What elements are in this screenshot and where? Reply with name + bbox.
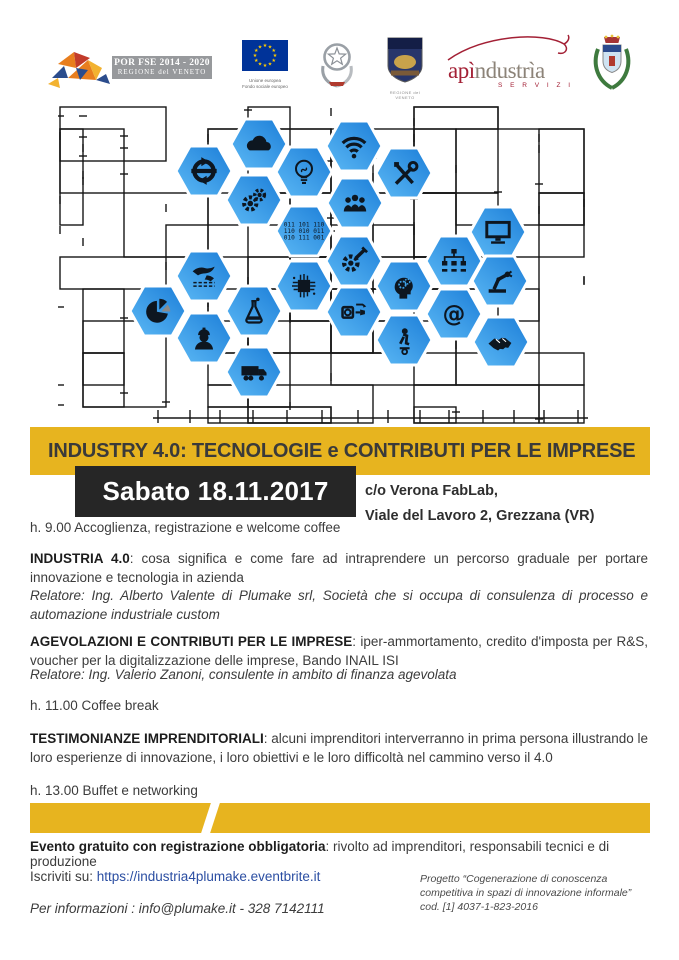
apindustria-logo (446, 46, 574, 92)
hex-lightbulb-icon (276, 147, 332, 197)
program-block-agevolazioni: AGEVOLAZIONI E CONTRIBUTI PER LE IMPRESE: iper-ammortamento, credito d'imposta per R&S, voucher per la digitalizzazione delle imprese, Bando INAIL ISI (30, 634, 648, 668)
svg-text:★: ★ (254, 48, 259, 54)
program-block-industria: INDUSTRIA 4.0: cosa significa e come fare ad intraprendere un percorso graduale per portare innovazione e tecnologia in azienda (30, 551, 648, 585)
event-title: INDUSTRY 4.0: TECNOLOGIE e CONTRIBUTI PER LE IMPRESE (48, 440, 636, 462)
eu-flag-logo (234, 40, 296, 90)
venue-line2: Viale del Lavoro 2, Grezzana (VR) (365, 508, 595, 524)
veneto-crest-icon (385, 36, 425, 84)
bottom-accent-bar (30, 803, 650, 833)
hex-gears-icon (226, 175, 282, 225)
svg-text:★: ★ (257, 61, 263, 68)
hex-binary-icon (276, 206, 332, 256)
eu-flag-icon (242, 40, 288, 71)
hex-chip-icon (276, 261, 332, 311)
hex-sync-icon (176, 146, 232, 196)
hex-truck-icon (226, 347, 282, 397)
industry40-hex-graphic (58, 105, 588, 425)
program-block-agevolazioni-relatore: Relatore: Ing. Valerio Zanoni, consulente in ambito di finanza agevolata (30, 667, 457, 682)
program-block-agevolazioni-lead: AGEVOLAZIONI E CONTRIBUTI PER LE IMPRESE (30, 634, 353, 649)
svg-text:@: @ (442, 301, 466, 328)
date-box (75, 466, 356, 517)
por-fse-line2: REGIONE del VENETO (117, 68, 207, 76)
eventbrite-link[interactable]: https://industria4plumake.eventbrite.it (96, 869, 321, 884)
schedule-item-9: h. 9.00 Accoglienza, registrazione e welcome coffee (30, 520, 341, 535)
project-note-line3: cod. [1] 4037-1-823-2016 (420, 901, 538, 913)
hex-at-sign-icon (426, 289, 482, 339)
hex-mind-gears-icon (376, 261, 432, 311)
svg-text:★: ★ (262, 63, 268, 69)
svg-text:★: ★ (271, 48, 276, 54)
svg-text:110 010 011: 110 010 011 (283, 227, 325, 235)
por-fse-label (112, 56, 212, 79)
logo-strip (0, 0, 679, 105)
apindustria-wordmark: apìndustrìa (448, 58, 545, 83)
svg-text:★: ★ (262, 43, 268, 49)
hex-pie-chart-icon (130, 286, 186, 336)
svg-text:★: ★ (252, 53, 258, 59)
hex-handshake-icon (473, 317, 529, 367)
schedule-item-11: h. 11.00 Coffee break (30, 698, 159, 713)
signup-label: Iscriviti su: (30, 869, 97, 884)
hex-worker-icon (176, 313, 232, 363)
apindustria-servizi-label: S E R V I Z I (498, 82, 574, 89)
hex-team-icon (327, 178, 383, 228)
program-block-industria-lead: INDUSTRIA 4.0 (30, 551, 130, 566)
program-block-testimonianze: TESTIMONIANZE IMPRENDITORIALI: alcuni imprenditori interverranno in prima persona illustrando le loro esperienze di innovazione, i loro obiettivi e le loro difficoltà nel cammino verso il 4.0 (30, 731, 648, 765)
svg-text:★: ★ (257, 44, 263, 51)
veneto-crest-caption: REGIONE del VENETO (389, 90, 421, 100)
hex-gear-wrench-icon (326, 236, 382, 286)
por-fse-veneto-logo (46, 42, 214, 94)
project-note-line1: Progetto “Cogenerazione di conoscenza (420, 873, 608, 885)
svg-text:★: ★ (254, 58, 259, 64)
italy-emblem-icon (313, 36, 361, 88)
por-fse-line1: POR FSE 2014 - 2020 (114, 58, 210, 68)
hex-flask-icon (226, 286, 282, 336)
event-date: Sabato 18.11.2017 (102, 476, 329, 506)
hex-cloud-icon (231, 119, 287, 169)
project-note (420, 872, 652, 914)
registration-note: Evento gratuito con registrazione obbligatoria: rivolto ad imprenditori, responsabili tecnici e di produzione (30, 839, 610, 869)
hex-tools-icon (376, 148, 432, 198)
contact-info: Per informazioni : info@plumake.it - 328 7142111 (30, 901, 325, 916)
svg-text:011 101 110: 011 101 110 (283, 221, 325, 229)
hex-wifi-icon (326, 121, 382, 171)
svg-text:★: ★ (267, 44, 273, 51)
grezzana-crest-icon (589, 33, 635, 91)
eu-flag-caption: Unione europea Fondo sociale europeo (242, 78, 288, 89)
hex-robot-arm-icon (472, 256, 528, 306)
hex-rider-icon (376, 315, 432, 365)
registration-note-lead: Evento gratuito con registrazione obbligatoria (30, 839, 326, 854)
hex-world-map-icon (176, 251, 232, 301)
veneto-lion-icon (46, 42, 116, 92)
signup-line (30, 869, 320, 884)
hex-monitor-icon (470, 207, 526, 257)
svg-text:★: ★ (267, 61, 273, 68)
accent-bar-slash (200, 801, 220, 835)
svg-text:★: ★ (271, 58, 276, 64)
veneto-crest-logo (383, 36, 427, 100)
svg-text:010 111 001: 010 111 001 (283, 234, 325, 242)
project-note-line2: competitiva in spazi di innovazione informale” (420, 887, 632, 899)
svg-text:★: ★ (272, 53, 278, 59)
program-block-industria-relatore: Relatore: Ing. Alberto Valente di Plumake srl, Società che si occupa di consulenza di processo e automazione industriale custom (30, 588, 648, 622)
venue-line1: c/o Verona FabLab, (365, 483, 498, 499)
program-block-testimonianze-lead: TESTIMONIANZE IMPRENDITORIALI (30, 731, 264, 746)
hex-plug-icon (326, 287, 382, 337)
schedule-item-13: h. 13.00 Buffet e networking (30, 783, 198, 798)
